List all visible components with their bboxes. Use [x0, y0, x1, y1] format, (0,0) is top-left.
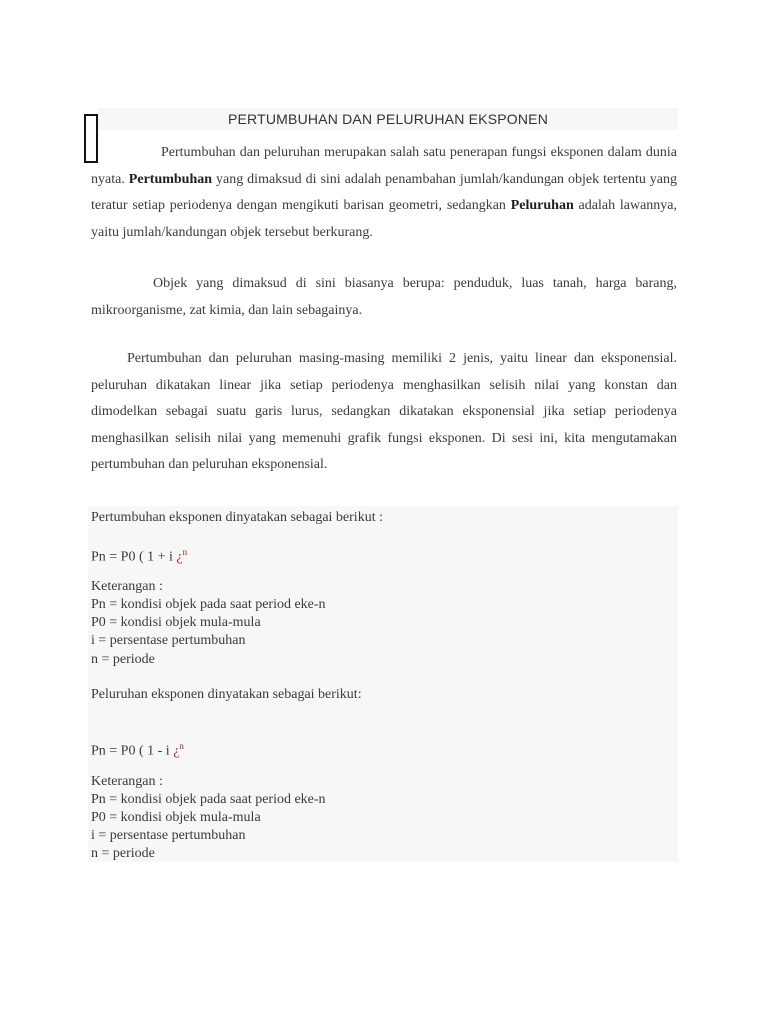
growth-formula-symbol: ¿ [176, 549, 183, 565]
p1-text-c: yang dimaksud di sini adalah penambahan jumlah/kandungan objek tertentu yang teratur setiap periodenya dengan mengikuti barisan geometri, sedangkan [91, 171, 678, 213]
p1-bold-pertumbuhan: Pertumbuhan [128, 171, 213, 187]
decay-intro: Peluruhan eksponen dinyatakan sebagai berikut: [91, 687, 362, 702]
page-title: PERTUMBUHAN DAN PELURUHAN EKSPONEN [227, 111, 549, 127]
decay-formula-main: Pn = P0 ( 1 - i [91, 743, 174, 759]
decay-ket-2: P0 = kondisi objek mula-mula [91, 810, 261, 825]
growth-ket-1: Pn = kondisi objek pada saat period eke-n [91, 597, 326, 612]
growth-intro: Pertumbuhan eksponen dinyatakan sebagai berikut : [91, 510, 383, 525]
growth-ket-2: P0 = kondisi objek mula-mula [91, 615, 261, 630]
p1-bold-peluruhan: Peluruhan [510, 198, 574, 213]
decay-formula [91, 737, 184, 761]
growth-ket-4: n = periode [91, 652, 155, 667]
decay-ket-1: Pn = kondisi objek pada saat period eke-n [91, 792, 326, 807]
growth-formula-main: Pn = P0 ( 1 + i [91, 549, 177, 565]
growth-ket-3: i = persentase pertumbuhan [91, 633, 246, 648]
paragraph-types [91, 346, 677, 479]
decay-ket-title: Keterangan : [91, 774, 163, 789]
decay-formula-symbol: ¿ [173, 743, 180, 759]
growth-formula [91, 543, 187, 567]
paragraph-intro [91, 140, 677, 246]
decay-ket-4: n = periode [91, 846, 155, 861]
growth-ket-title: Keterangan : [91, 579, 163, 594]
p2-text: Objek yang dimaksud di sini biasanya berupa: penduduk, luas tanah, harga barang, mikroorganisme, zat kimia, dan lain sebagainya. [91, 276, 677, 318]
p3-text: Pertumbuhan dan peluruhan masing-masing memiliki 2 jenis, yaitu linear dan eksponensial. peluruhan dikatakan linear jika setiap periodenya menghasilkan selisih nilai yang konstan dan dimodelkan sebagai suatu garis lurus, sedangkan dikatakan eksponensial jika setiap periodenya menghasilkan selisih nilai yang memenuhi grafik fungsi eksponen. Di sesi ini, kita mengutamakan pertumbuhan dan peluruhan eksponensial. [91, 351, 677, 472]
decay-ket-3: i = persentase pertumbuhan [91, 828, 246, 843]
p1-text-a: Pertumbuhan dan peluruhan merupakan salah satu penerapan fungsi eksponen dalam dunia nyata. [91, 145, 677, 187]
p1-text-e: adalah lawannya, yaitu jumlah/kandungan objek tersebut berkurang. [91, 198, 677, 240]
decay-formula-exponent: n [179, 741, 184, 751]
paragraph-objects [91, 271, 677, 324]
growth-formula-exponent: n [182, 547, 188, 557]
